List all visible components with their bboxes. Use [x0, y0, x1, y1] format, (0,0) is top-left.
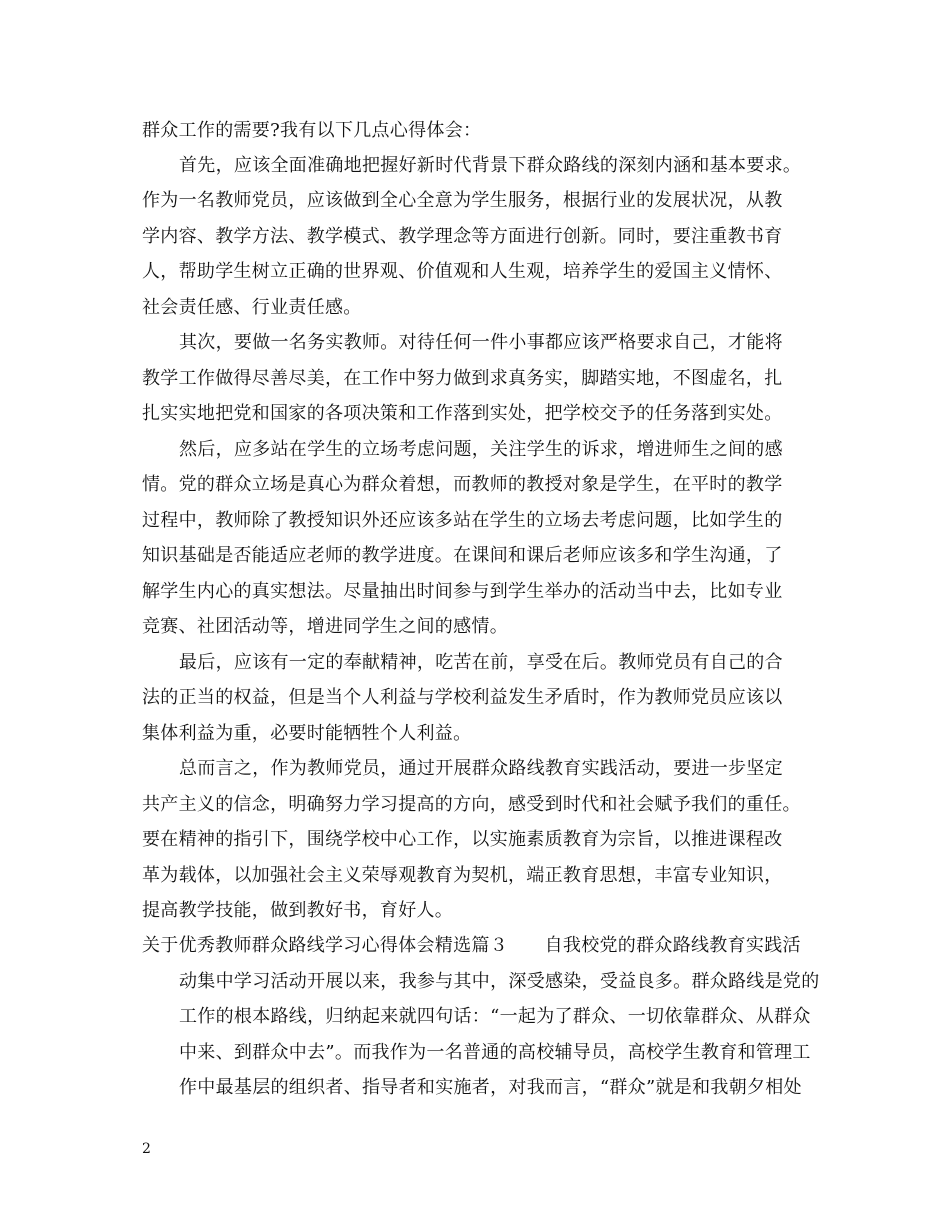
paragraph-first-line: 其次，要做一名务实教师。对待任何一件小事都应该严格要求自己，才能将 — [179, 332, 783, 353]
text-line: 扎实实地把党和国家的各项决策和工作落到实处，把学校交予的任务落到实处。 — [142, 403, 783, 424]
text-line: 人，帮助学生树立正确的世界观、价值观和人生观，培养学生的爱国主义情怀、 — [142, 261, 783, 282]
text-line: 法的正当的权益，但是当个人利益与学校利益发生矛盾时，作为教师党员应该以 — [142, 687, 783, 708]
text-line: 学内容、教学方法、教学模式、教学理念等方面进行创新。同时，要注重教书育 — [142, 226, 783, 247]
paragraph-first-line: 最后，应该有一定的奉献精神，吃苦在前，享受在后。教师党员有自己的合 — [179, 652, 783, 673]
text-line: 知识基础是否能适应老师的教学进度。在课间和课后老师应该多和学生沟通，了 — [142, 545, 783, 566]
text-line: 社会责任感、行业责任感。 — [142, 297, 362, 318]
text-line: 中来、到群众中去”。而我作为一名普通的高校辅导员，高校学生教育和管理工 — [179, 1042, 811, 1063]
text-line: 解学生内心的真实想法。尽量抽出时间参与到学生举办的活动当中去，比如专业 — [142, 581, 783, 602]
paragraph-first-line: 总而言之，作为教师党员，通过开展群众路线教育实践活动，要进一步坚定 — [179, 758, 783, 779]
text-line: 教学工作做得尽善尽美，在工作中努力做到求真务实，脚踏实地，不图虚名，扎 — [142, 368, 783, 389]
text-line: 作为一名教师党员，应该做到全心全意为学生服务，根据行业的发展状况，从教 — [142, 190, 783, 211]
paragraph-first-line: 首先，应该全面准确地把握好新时代背景下群众路线的深刻内涵和基本要求。 — [179, 155, 802, 176]
text-line: 情。党的群众立场是真心为群众着想，而教师的教授对象是学生，在平时的教学 — [142, 474, 783, 495]
text-line: 工作的根本路线，归纳起来就四句话：“一起为了群众、一切依靠群众、从群众 — [179, 1006, 811, 1027]
section-heading-line: 关于优秀教师群众路线学习心得体会精选篇３ 自我校党的群众路线教育实践活 — [142, 935, 801, 956]
text-line: 竞赛、社团活动等，增进同学生之间的感情。 — [142, 616, 508, 637]
page-number: 2 — [142, 1141, 151, 1157]
text-line: 过程中，教师除了教授知识外还应该多站在学生的立场去考虑问题，比如学生的 — [142, 510, 783, 531]
paragraph-first-line: 然后，应多站在学生的立场考虑问题，关注学生的诉求，增进师生之间的感 — [179, 439, 783, 460]
text-line: 共产主义的信念，明确努力学习提高的方向，感受到时代和社会赋予我们的重任。 — [142, 794, 801, 815]
text-line: 群众工作的需要?我有以下几点心得体会： — [142, 120, 482, 141]
text-line: 动集中学习活动开展以来，我参与其中，深受感染，受益良多。群众路线是党的 — [179, 971, 820, 992]
text-line: 提高教学技能，做到教好书，育好人。 — [142, 900, 454, 921]
text-line: 革为载体，以加强社会主义荣辱观教育为契机，端正教育思想，丰富专业知识， — [142, 865, 783, 886]
text-line: 集体利益为重，必要时能牺牲个人利益。 — [142, 723, 472, 744]
text-line: 作中最基层的组织者、指导者和实施者，对我而言，“群众”就是和我朝夕相处 — [179, 1077, 802, 1098]
text-line: 要在精神的指引下，围绕学校中心工作，以实施素质教育为宗旨，以推进课程改 — [142, 829, 783, 850]
